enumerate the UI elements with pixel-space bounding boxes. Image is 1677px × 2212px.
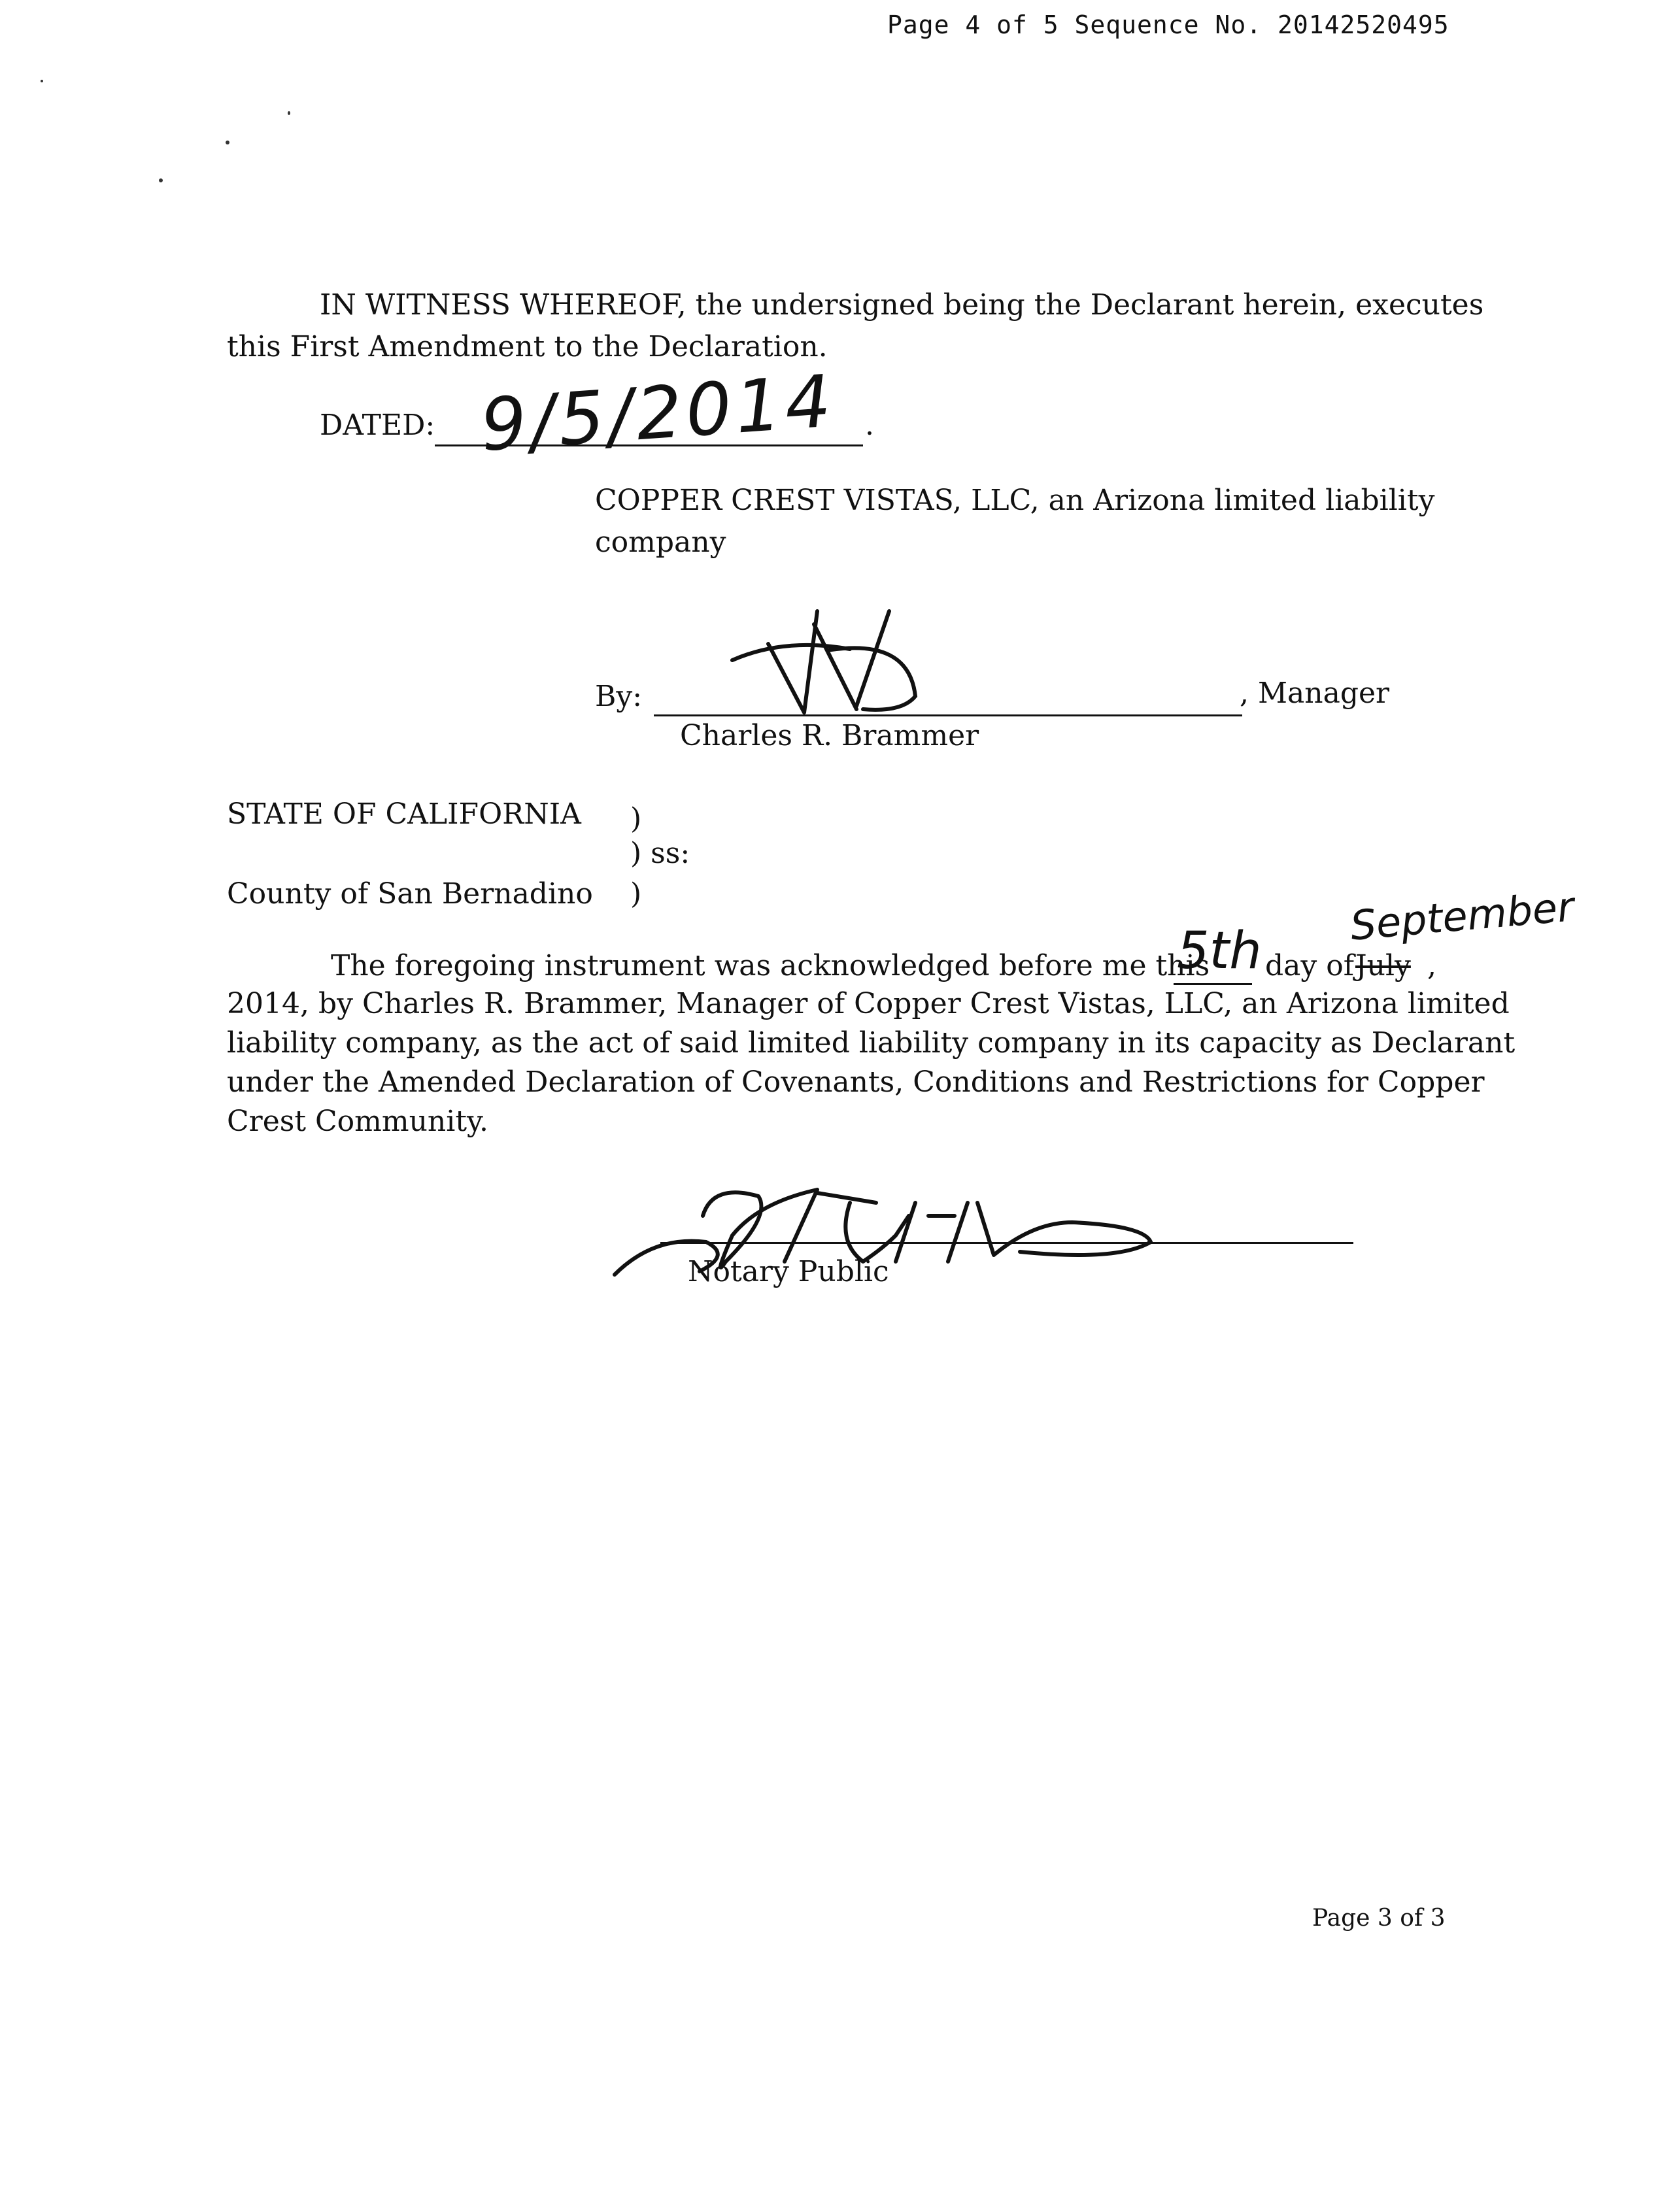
dated-label: DATED: [320, 409, 435, 442]
scan-speck [159, 178, 163, 182]
handwritten-month: September [1348, 882, 1576, 950]
by-label: By: [595, 680, 643, 713]
ack-line-2: 2014, by Charles R. Brammer, Manager of Copper Crest Vistas, LLC, an Arizona limited [227, 987, 1510, 1020]
venue-ss: ) ss: [630, 837, 690, 870]
scan-speck [226, 141, 229, 144]
scan-speck [288, 111, 290, 115]
witness-line-2: this First Amendment to the Declaration. [227, 330, 828, 363]
sequence-header: Page 4 of 5 Sequence No. 20142520495 [887, 10, 1449, 39]
venue-county: County of San Bernadino [227, 877, 593, 911]
venue-paren-3: ) [630, 877, 642, 911]
page-footer: Page 3 of 3 [1312, 1905, 1446, 1932]
manager-signature-graphic [706, 598, 941, 716]
scan-speck [41, 80, 43, 82]
venue-paren-1: ) [630, 802, 642, 835]
ack-line-3: liability company, as the act of said limited liability company in its capacity as Declarant [227, 1026, 1516, 1060]
signer-name: Charles R. Brammer [680, 719, 979, 752]
ack-line-5: Crest Community. [227, 1105, 489, 1138]
ack-line-1b: day of [1265, 949, 1355, 982]
ack-comma: , [1427, 949, 1436, 982]
struck-month: July [1355, 949, 1411, 982]
dated-period: . [865, 409, 874, 442]
witness-line-1: IN WITNESS WHEREOF, the undersigned being the Declarant herein, executes [320, 288, 1484, 322]
handwritten-day: 5th [1177, 922, 1262, 980]
company-line-1: COPPER CREST VISTAS, LLC, an Arizona limited liability [595, 484, 1435, 517]
ack-line-4: under the Amended Declaration of Covenants, Conditions and Restrictions for Copper [227, 1065, 1485, 1099]
handwritten-date: 9/5/2014 [478, 359, 838, 467]
company-line-2: company [595, 526, 726, 559]
venue-state: STATE OF CALIFORNIA [227, 797, 581, 831]
manager-title: , Manager [1240, 677, 1390, 710]
ack-line-1a: The foregoing instrument was acknowledged before me this [331, 949, 1210, 982]
notary-label: Notary Public [688, 1255, 889, 1288]
